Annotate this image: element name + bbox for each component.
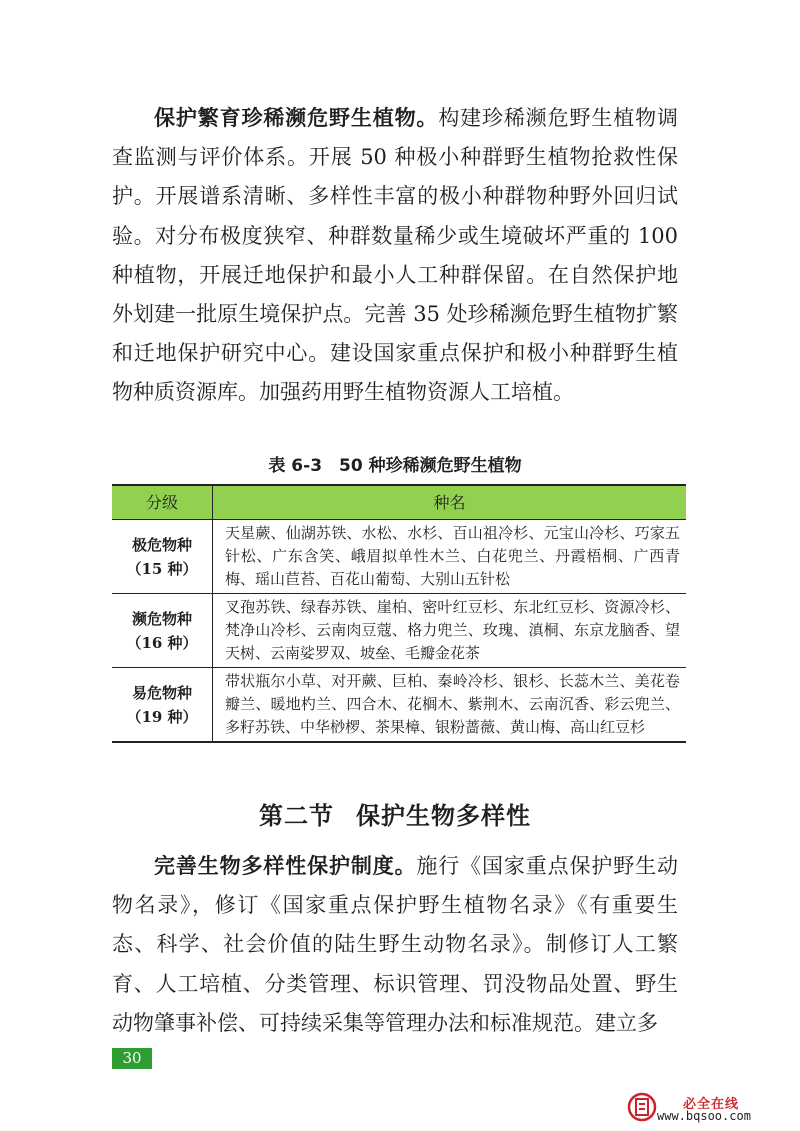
section-title: 保护生物多样性 (356, 802, 531, 830)
header-classification: 分级 (112, 485, 213, 520)
section-heading (112, 796, 678, 831)
paragraph-biodiversity-system (112, 846, 678, 1043)
watermark (627, 1090, 787, 1126)
watermark-title: 必全在线 (683, 1097, 740, 1112)
species-table (112, 484, 686, 743)
header-species: 种名 (213, 485, 687, 520)
species-cell: 带状瓶尔小草、对开蕨、巨柏、秦岭冷杉、银杉、长蕊木兰、美花卷瓣兰、暖地杓兰、四合木、花榈木、紫荆木、云南沉香、彩云兜兰、多籽苏铁、中华桫椤、茶果樟、银粉蔷薇、黄山梅、高山红豆杉 (213, 668, 687, 743)
class-label: 极危物种 (131, 535, 192, 554)
section-number: 第二节 (259, 802, 334, 830)
class-cell (112, 594, 213, 668)
table-row (112, 668, 686, 743)
class-label: 濒危物种 (131, 609, 192, 628)
class-count: （15 种） (126, 559, 198, 578)
class-count: （19 种） (126, 707, 198, 726)
paragraph-protect-rare-plants (112, 98, 678, 413)
paragraph-lead: 保护繁育珍稀濒危野生植物。 (154, 105, 439, 130)
table-row (112, 520, 686, 594)
watermark-url: www.bqsoo.com (657, 1109, 751, 1123)
page-number: 30 (112, 1048, 152, 1069)
class-cell (112, 668, 213, 743)
table-header-row (112, 485, 686, 520)
paragraph-body: 施行《国家重点保护野生动物名录》，修订《国家重点保护野生植物名录》《有重要生态、科学、社会价值的陆生野生动物名录》。制修订人工繁育、人工培植、分类管理、标识管理、罚没物品处置、野生动物肇事补偿、可持续采集等管理办法和标准规范。建立多 (112, 854, 679, 1035)
watermark-logo-icon (627, 1092, 657, 1122)
table-caption: 表 6-3 50 种珍稀濒危野生植物 (268, 456, 522, 476)
class-count: （16 种） (126, 633, 198, 652)
species-cell: 叉孢苏铁、绿春苏铁、崖柏、密叶红豆杉、东北红豆杉、资源冷杉、梵净山冷杉、云南肉豆蔻、格力兜兰、玫瑰、滇桐、东京龙脑香、望天树、云南娑罗双、坡垒、毛瓣金花茶 (213, 594, 687, 668)
class-label: 易危物种 (131, 683, 192, 702)
species-cell: 天星蕨、仙湖苏铁、水松、水杉、百山祖冷杉、元宝山冷杉、巧家五针松、广东含笑、峨眉拟单性木兰、白花兜兰、丹霞梧桐、广西青梅、瑶山苣苔、百花山葡萄、大别山五针松 (213, 520, 687, 594)
paragraph-body: 构建珍稀濒危野生植物调查监测与评价体系。开展 50 种极小种群野生植物抢救性保护。开展谱系清晰、多样性丰富的极小种群物种野外回归试验。对分布极度狭窄、种群数量稀少或生境破坏严重的 100 种植物，开展迁地保护和最小人工种群保留。在自然保护地外划建一批原生境保护点。完善 35 处珍稀濒危野生植物扩繁和迁地保护研究中心。建设国家重点保护和极小种群野生植物种质资源库。加强药用野生植物资源人工培植。 (112, 106, 679, 405)
paragraph-lead: 完善生物多样性保护制度。 (154, 853, 417, 878)
table-row (112, 594, 686, 668)
class-cell (112, 520, 213, 594)
